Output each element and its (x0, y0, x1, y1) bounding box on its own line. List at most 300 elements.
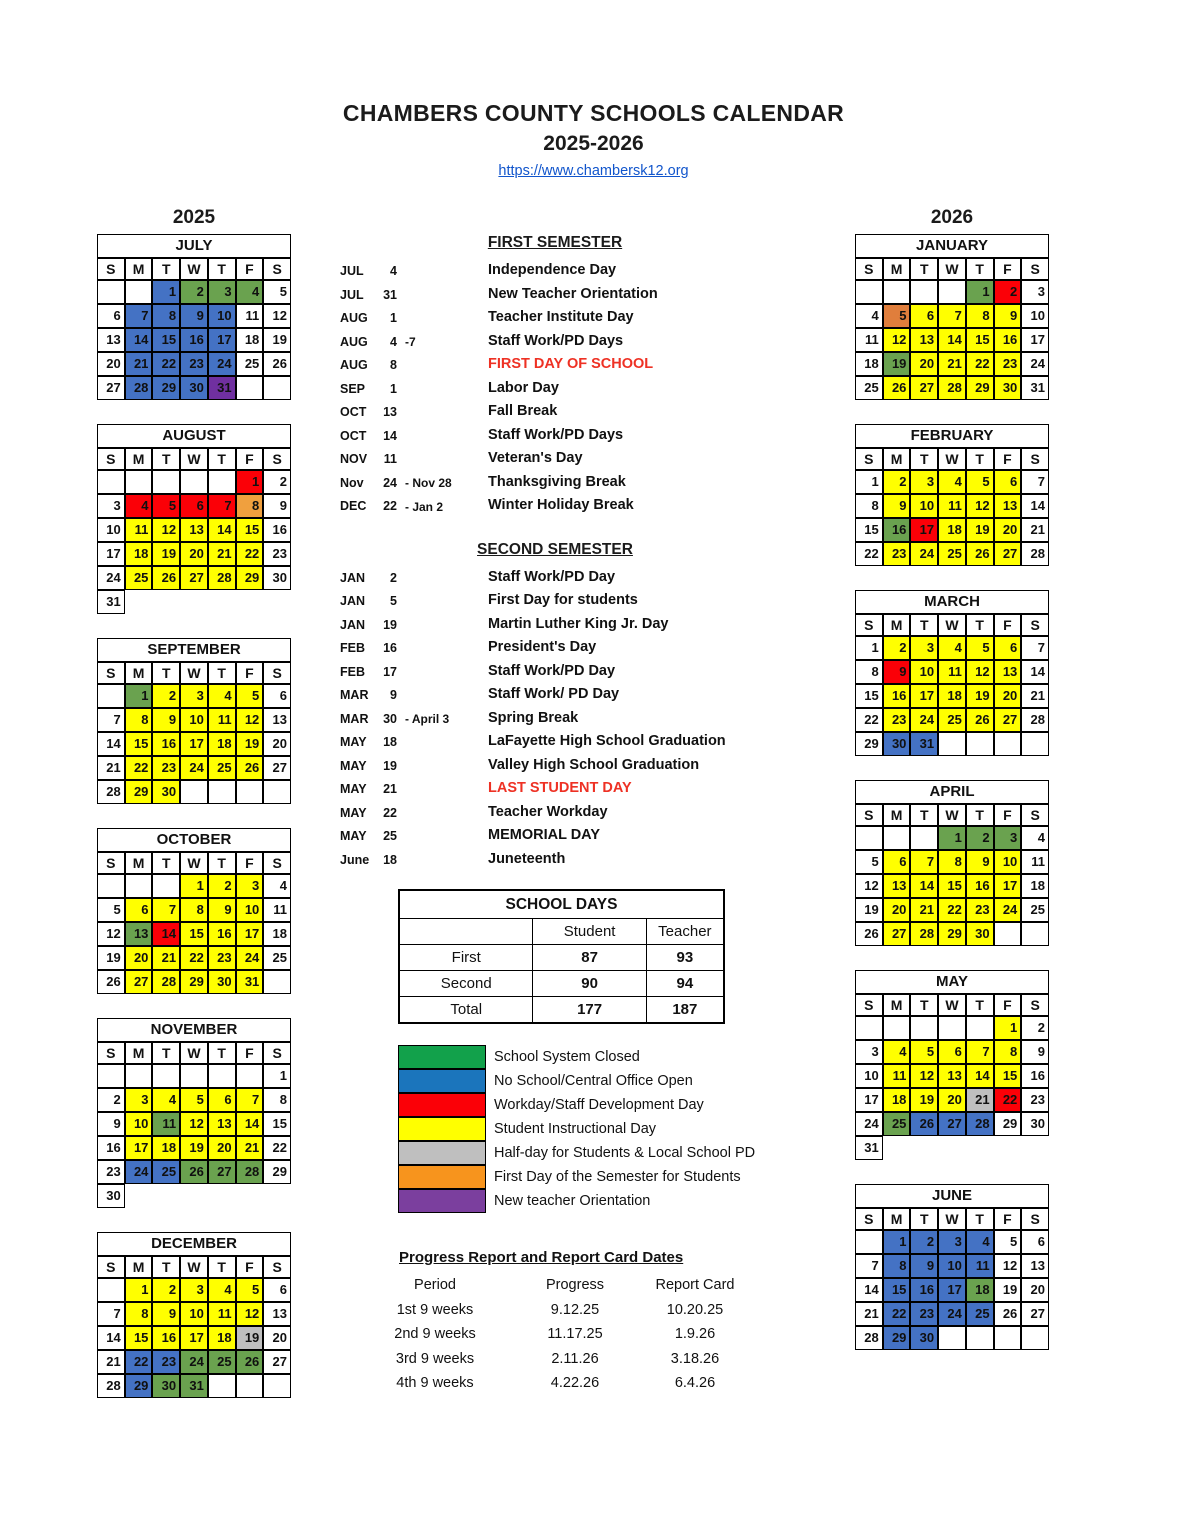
week-row (855, 1278, 1049, 1302)
entry-day: 11 (383, 452, 397, 466)
day-cell: 18 (966, 1278, 994, 1302)
legend-label: First Day of the Semester for Students (494, 1169, 741, 1185)
entry-label: Fall Break (488, 403, 558, 419)
week-row (855, 850, 1049, 874)
empty-day-cell (208, 780, 236, 804)
date-entry (335, 332, 775, 356)
weekday-header: S (263, 258, 291, 280)
entry-month: SEP (340, 381, 366, 396)
day-cell: 10 (208, 304, 236, 328)
progress-cell: 1st 9 weeks (396, 1301, 474, 1318)
day-cell: 3 (910, 636, 938, 660)
day-cell: 3 (994, 826, 1022, 850)
day-cell: 1 (855, 470, 883, 494)
day-cell: 4 (938, 470, 966, 494)
day-cell: 25 (236, 352, 264, 376)
legend-color-swatch (398, 1093, 486, 1117)
week-row (97, 1326, 291, 1350)
day-cell: 14 (152, 922, 180, 946)
date-entry (335, 591, 775, 615)
day-cell: 22 (938, 898, 966, 922)
day-cell: 20 (883, 898, 911, 922)
legend-item (398, 1165, 775, 1189)
date-entry (335, 496, 775, 520)
day-cell: 26 (236, 1350, 264, 1374)
day-cell: 21 (910, 898, 938, 922)
day-cell: 1 (125, 684, 153, 708)
day-cell: 26 (883, 376, 911, 400)
day-cell: 17 (180, 732, 208, 756)
page-title: CHAMBERS COUNTY SCHOOLS CALENDAR (342, 100, 845, 126)
weekday-header: W (180, 258, 208, 280)
day-cell: 8 (994, 1040, 1022, 1064)
weekday-header: S (97, 1256, 125, 1278)
weekday-header: T (910, 994, 938, 1016)
day-cell: 1 (180, 874, 208, 898)
day-cell: 1 (236, 470, 264, 494)
day-cell: 13 (263, 1302, 291, 1326)
day-cell: 5 (236, 1278, 264, 1302)
school-days-teacher-count: 187 (646, 997, 724, 1024)
day-cell: 3 (1021, 280, 1049, 304)
day-cell: 18 (1021, 874, 1049, 898)
day-cell: 24 (236, 946, 264, 970)
week-row (97, 898, 291, 922)
day-cell: 15 (883, 1278, 911, 1302)
day-cell: 24 (208, 352, 236, 376)
week-row (855, 1040, 1049, 1064)
day-cell: 28 (236, 1160, 264, 1184)
day-cell: 12 (966, 494, 994, 518)
day-cell: 11 (263, 898, 291, 922)
empty-day-cell (855, 280, 883, 304)
date-entry (335, 568, 775, 592)
day-cell: 8 (855, 660, 883, 684)
day-cell: 25 (938, 708, 966, 732)
weekday-header: W (180, 852, 208, 874)
day-cell: 1 (938, 826, 966, 850)
month-title: JULY (97, 234, 291, 258)
school-days-column-header: Teacher (646, 919, 724, 945)
day-cell: 19 (263, 328, 291, 352)
day-cell: 12 (855, 874, 883, 898)
empty-day-cell (938, 1326, 966, 1350)
week-row (97, 1278, 291, 1302)
entry-date-range: - April 3 (405, 712, 450, 726)
month-title: AUGUST (97, 424, 291, 448)
empty-day-cell (994, 732, 1022, 756)
week-row (97, 922, 291, 946)
week-row (97, 946, 291, 970)
day-cell: 12 (180, 1112, 208, 1136)
weekday-header: F (994, 1208, 1022, 1230)
weekday-header: F (236, 1042, 264, 1064)
day-cell: 13 (125, 922, 153, 946)
weekday-header: M (125, 1042, 153, 1064)
weekday-header: S (1021, 1208, 1049, 1230)
day-cell: 15 (125, 732, 153, 756)
calendar-month-july (97, 234, 291, 400)
progress-header-row (360, 1273, 775, 1298)
second-semester-list (335, 568, 775, 874)
day-cell: 23 (97, 1160, 125, 1184)
date-entry (335, 756, 775, 780)
legend-label: Half-day for Students & Local School PD (494, 1145, 756, 1161)
week-row (855, 1254, 1049, 1278)
day-cell: 22 (180, 946, 208, 970)
day-cell: 3 (236, 874, 264, 898)
day-cell: 2 (883, 470, 911, 494)
empty-day-cell (180, 1064, 208, 1088)
day-cell: 15 (152, 328, 180, 352)
entry-label: Valley High School Graduation (488, 756, 700, 773)
empty-day-cell (208, 1374, 236, 1398)
month-title: JUNE (855, 1184, 1049, 1208)
week-row (855, 1230, 1049, 1254)
day-cell: 21 (97, 1350, 125, 1374)
day-cell: 22 (125, 1350, 153, 1374)
day-cell: 9 (883, 660, 911, 684)
day-cell: 7 (910, 850, 938, 874)
day-cell: 4 (263, 874, 291, 898)
week-row (97, 328, 291, 352)
date-entry (335, 285, 775, 309)
day-cell: 21 (236, 1136, 264, 1160)
day-cell: 12 (883, 328, 911, 352)
school-days-student-count: 87 (533, 945, 646, 971)
day-cell: 20 (97, 352, 125, 376)
entry-day: 22 (383, 805, 397, 820)
day-cell: 21 (97, 756, 125, 780)
day-cell: 20 (125, 946, 153, 970)
day-cell: 19 (236, 732, 264, 756)
day-cell: 13 (910, 328, 938, 352)
empty-day-cell (938, 280, 966, 304)
day-cell: 9 (263, 494, 291, 518)
entry-month: JUL (340, 264, 364, 278)
day-cell: 31 (236, 970, 264, 994)
day-cell: 24 (180, 756, 208, 780)
day-cell: 9 (966, 850, 994, 874)
empty-day-cell (883, 280, 911, 304)
day-cell: 20 (994, 684, 1022, 708)
day-cell: 8 (152, 304, 180, 328)
entry-day: 4 (390, 264, 397, 278)
day-cell: 11 (208, 708, 236, 732)
day-cell: 7 (208, 494, 236, 518)
date-entry (335, 308, 775, 332)
day-cell: 19 (910, 1088, 938, 1112)
legend-label: New teacher Orientation (494, 1193, 651, 1209)
day-cell: 8 (236, 494, 264, 518)
day-cell: 14 (97, 732, 125, 756)
weekday-header: T (966, 258, 994, 280)
day-cell: 14 (855, 1278, 883, 1302)
entry-day: 17 (383, 664, 397, 679)
legend-color-swatch (398, 1189, 486, 1213)
progress-cell: 4th 9 weeks (396, 1375, 474, 1392)
day-cell: 7 (1021, 636, 1049, 660)
day-cell: 11 (883, 1064, 911, 1088)
weekday-header: S (855, 804, 883, 826)
day-cell: 31 (97, 590, 125, 614)
day-cell: 9 (180, 304, 208, 328)
week-row (855, 542, 1049, 566)
week-row (855, 1302, 1049, 1326)
weekday-header: W (938, 614, 966, 636)
day-cell: 28 (97, 780, 125, 804)
day-cell: 16 (97, 1136, 125, 1160)
entry-month: OCT (340, 405, 367, 419)
weekday-header: T (208, 1256, 236, 1278)
month-title: FEBRUARY (855, 424, 1049, 448)
weekday-header-row (855, 614, 1049, 636)
day-cell: 13 (263, 708, 291, 732)
day-cell: 16 (1021, 1064, 1049, 1088)
day-cell: 21 (1021, 684, 1049, 708)
day-cell: 26 (966, 708, 994, 732)
empty-day-cell (97, 280, 125, 304)
day-cell: 26 (994, 1302, 1022, 1326)
day-cell: 5 (97, 898, 125, 922)
color-legend (398, 1045, 775, 1213)
day-cell: 5 (883, 304, 911, 328)
day-cell: 21 (855, 1302, 883, 1326)
day-cell: 19 (966, 684, 994, 708)
day-cell: 27 (263, 1350, 291, 1374)
weekday-header: W (938, 1208, 966, 1230)
day-cell: 24 (910, 542, 938, 566)
empty-day-cell (855, 826, 883, 850)
weekday-header: F (994, 258, 1022, 280)
weekday-header: T (152, 1256, 180, 1278)
week-row (855, 470, 1049, 494)
year-label-2025: 2025 (172, 207, 216, 228)
day-cell: 22 (263, 1136, 291, 1160)
week-row (97, 874, 291, 898)
entry-label: LaFayette High School Graduation (488, 733, 726, 749)
week-row (855, 518, 1049, 542)
weekday-header: S (97, 448, 125, 470)
empty-day-cell (97, 684, 125, 708)
weekday-header: S (97, 258, 125, 280)
school-days-teacher-count: 94 (646, 971, 724, 997)
day-cell: 4 (855, 304, 883, 328)
day-cell: 3 (208, 280, 236, 304)
entry-label: New Teacher Orientation (488, 285, 658, 302)
day-cell: 30 (208, 970, 236, 994)
day-cell: 12 (263, 304, 291, 328)
weekday-header: T (152, 852, 180, 874)
week-row (97, 732, 291, 756)
day-cell: 26 (236, 756, 264, 780)
week-row (855, 1136, 1049, 1160)
week-row (97, 566, 291, 590)
weekday-header-row (855, 994, 1049, 1016)
legend-color-swatch (398, 1045, 486, 1069)
day-cell: 16 (152, 1326, 180, 1350)
progress-cell: 1.9.26 (674, 1326, 716, 1343)
school-days-row-label: Total (399, 997, 533, 1024)
day-cell: 9 (152, 1302, 180, 1326)
empty-day-cell (236, 1064, 264, 1088)
day-cell: 2 (208, 874, 236, 898)
entry-month: MAR (340, 688, 369, 702)
week-row (97, 1112, 291, 1136)
weekday-header: T (152, 662, 180, 684)
calendar-month-november (97, 1018, 291, 1208)
day-cell: 30 (263, 566, 291, 590)
empty-day-cell (125, 874, 153, 898)
day-cell: 5 (855, 850, 883, 874)
empty-day-cell (236, 780, 264, 804)
day-cell: 13 (994, 494, 1022, 518)
empty-day-cell (125, 1064, 153, 1088)
legend-color-swatch (398, 1141, 486, 1165)
weekday-header: T (152, 1042, 180, 1064)
day-cell: 17 (855, 1088, 883, 1112)
day-cell: 18 (938, 518, 966, 542)
day-cell: 12 (236, 708, 264, 732)
day-cell: 5 (994, 1230, 1022, 1254)
week-row (97, 1136, 291, 1160)
day-cell: 30 (910, 1326, 938, 1350)
entry-label: LAST STUDENT DAY (488, 780, 632, 796)
day-cell: 29 (125, 1374, 153, 1398)
day-cell: 10 (855, 1064, 883, 1088)
day-cell: 30 (966, 922, 994, 946)
day-cell: 11 (855, 328, 883, 352)
day-cell: 11 (1021, 850, 1049, 874)
day-cell: 15 (125, 1326, 153, 1350)
day-cell: 11 (966, 1254, 994, 1278)
week-row (855, 732, 1049, 756)
weekday-header: S (855, 1208, 883, 1230)
week-row (97, 1088, 291, 1112)
day-cell: 29 (994, 1112, 1022, 1136)
day-cell: 29 (180, 970, 208, 994)
week-row (97, 756, 291, 780)
day-cell: 20 (1021, 1278, 1049, 1302)
weekday-header-row (97, 852, 291, 874)
day-cell: 3 (180, 684, 208, 708)
day-cell: 19 (994, 1278, 1022, 1302)
month-title: SEPTEMBER (97, 638, 291, 662)
entry-day: 5 (390, 594, 397, 608)
school-website-link[interactable]: https://www.chambersk12.org (498, 163, 689, 179)
legend-item (398, 1045, 775, 1069)
date-entry (335, 449, 775, 473)
day-cell: 29 (125, 780, 153, 804)
empty-day-cell (263, 376, 291, 400)
week-row (97, 1374, 291, 1398)
entry-day: 22 (383, 499, 397, 513)
weekday-header: W (180, 1256, 208, 1278)
weekday-header: M (883, 448, 911, 470)
entry-month: AUG (340, 334, 368, 349)
day-cell: 23 (994, 352, 1022, 376)
day-cell: 22 (125, 756, 153, 780)
empty-day-cell (125, 280, 153, 304)
day-cell: 25 (966, 1302, 994, 1326)
day-cell: 16 (883, 684, 911, 708)
entry-month: AUG (340, 358, 368, 372)
month-title: NOVEMBER (97, 1018, 291, 1042)
calendar-column-2026 (855, 207, 1049, 1374)
date-entry (335, 426, 775, 450)
day-cell: 1 (855, 636, 883, 660)
weekday-header: S (855, 614, 883, 636)
day-cell: 1 (263, 1064, 291, 1088)
day-cell: 6 (263, 1278, 291, 1302)
day-cell: 8 (938, 850, 966, 874)
day-cell: 29 (883, 1326, 911, 1350)
week-row (855, 922, 1049, 946)
day-cell: 4 (208, 684, 236, 708)
day-cell: 17 (180, 1326, 208, 1350)
week-row (855, 328, 1049, 352)
entry-day: 31 (383, 287, 397, 302)
weekday-header: T (208, 852, 236, 874)
week-row (97, 590, 291, 614)
day-cell: 31 (1021, 376, 1049, 400)
empty-day-cell (966, 1326, 994, 1350)
day-cell: 2 (263, 470, 291, 494)
day-cell: 28 (1021, 542, 1049, 566)
day-cell: 15 (966, 328, 994, 352)
day-cell: 24 (97, 566, 125, 590)
legend-label: No School/Central Office Open (494, 1073, 693, 1089)
day-cell: 16 (263, 518, 291, 542)
day-cell: 4 (938, 636, 966, 660)
day-cell: 21 (152, 946, 180, 970)
day-cell: 30 (1021, 1112, 1049, 1136)
week-row (97, 708, 291, 732)
empty-day-cell (1021, 732, 1049, 756)
day-cell: 15 (236, 518, 264, 542)
week-row (855, 898, 1049, 922)
day-cell: 17 (938, 1278, 966, 1302)
day-cell: 25 (208, 1350, 236, 1374)
day-cell: 2 (883, 636, 911, 660)
calendar-month-august (97, 424, 291, 614)
progress-column-header: Period (414, 1277, 456, 1294)
empty-day-cell (910, 1016, 938, 1040)
empty-day-cell (938, 1016, 966, 1040)
entry-day: 19 (383, 758, 397, 773)
day-cell: 2 (1021, 1016, 1049, 1040)
day-cell: 27 (1021, 1302, 1049, 1326)
entry-day: 25 (383, 829, 397, 843)
day-cell: 28 (125, 376, 153, 400)
year-label-2026: 2026 (930, 207, 974, 228)
day-cell: 3 (910, 470, 938, 494)
entry-month: MAY (340, 829, 367, 843)
calendar-month-april (855, 780, 1049, 946)
entry-label: Martin Luther King Jr. Day (488, 615, 669, 632)
day-cell: 12 (97, 922, 125, 946)
empty-day-cell (994, 1326, 1022, 1350)
day-cell: 14 (1021, 494, 1049, 518)
weekday-header: T (966, 448, 994, 470)
day-cell: 20 (263, 732, 291, 756)
day-cell: 18 (125, 542, 153, 566)
week-row (97, 1160, 291, 1184)
week-row (97, 1184, 291, 1208)
weekday-header: T (910, 804, 938, 826)
week-row (855, 660, 1049, 684)
day-cell: 11 (152, 1112, 180, 1136)
